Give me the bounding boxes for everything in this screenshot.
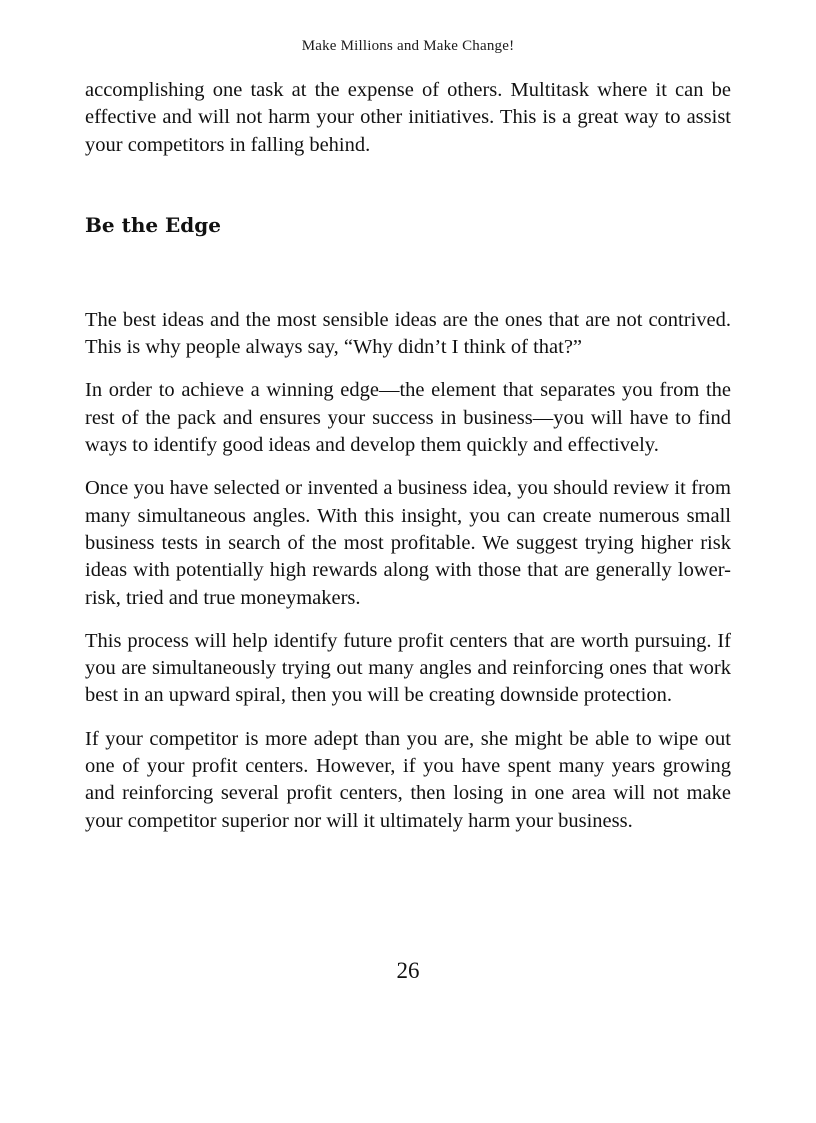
body-paragraph: If your competitor is more adept than you are, she might be able to wipe out one of your profit centers. However, if you have spent many years growing and reinforcing several profit centers, then losing in one area will not make your competitor superior nor will it ultimately harm your business.	[85, 727, 731, 832]
page-number: 26	[396, 958, 420, 983]
body-paragraph: The best ideas and the most sensible ideas are the ones that are not contrived. This is why people always say, “Why didn’t I think of that?”	[85, 308, 731, 359]
body-paragraph: Once you have selected or invented a business idea, you should review it from many simultaneous angles. With this insight, you can create numerous small business tests in search of the most profitable. We suggest trying higher risk ideas with potentially high rewards along with those that are generally lower-risk, tried and true moneymakers.	[85, 477, 731, 609]
section-heading: Be the Edge	[85, 212, 221, 237]
body-paragraph: This process will help identify future profit centers that are worth pursuing. If you are simultaneously trying out many angles and reinforcing ones that work best in an upward spiral, then you will be creating downside protection.	[85, 629, 731, 707]
body-paragraph: In order to achieve a winning edge—the element that separates you from the rest of the pack and ensures your success in business—you will have to find ways to identify good ideas and develop them quickly and effectively.	[85, 379, 731, 457]
page-body	[85, 77, 731, 835]
running-header: Make Millions and Make Change!	[301, 38, 515, 54]
intro-paragraph: accomplishing one task at the expense of others. Multitask where it can be effective and will not harm your other initiatives. This is a great way to assist your competitors in falling behind.	[85, 79, 731, 156]
